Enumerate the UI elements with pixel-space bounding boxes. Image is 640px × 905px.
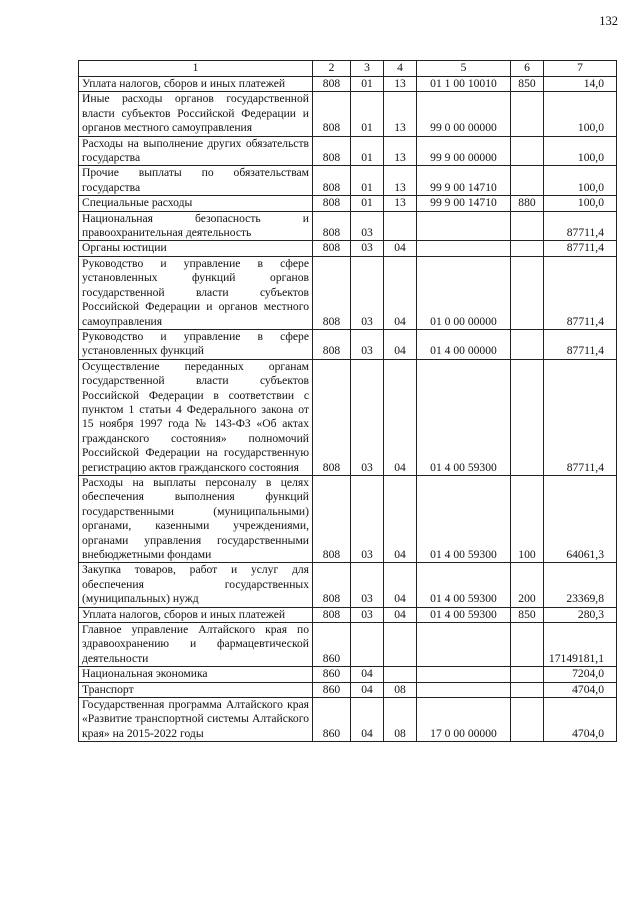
department-code-cell: 808 <box>313 196 351 211</box>
section-code-cell: 03 <box>351 256 384 329</box>
subsection-code-cell: 08 <box>384 682 417 697</box>
section-code-cell: 03 <box>351 475 384 562</box>
header-cell: 2 <box>313 61 351 77</box>
table-row <box>79 92 617 136</box>
target-item-code-cell: 01 1 00 10010 <box>417 77 511 92</box>
subsection-code-cell: 13 <box>384 136 417 166</box>
subsection-code-cell: 13 <box>384 92 417 136</box>
expense-type-code-cell <box>511 241 544 256</box>
expense-type-code-cell <box>511 166 544 196</box>
header-cell: 3 <box>351 61 384 77</box>
department-code-cell: 808 <box>313 211 351 241</box>
amount-cell: 7204,0 <box>544 667 617 682</box>
department-code-cell: 808 <box>313 475 351 562</box>
target-item-code-cell: 99 9 00 14710 <box>417 196 511 211</box>
expense-name-cell: Расходы на выполнение других обязательств государства <box>79 136 313 166</box>
section-code-cell: 03 <box>351 329 384 359</box>
department-code-cell: 808 <box>313 329 351 359</box>
expense-name-cell: Уплата налогов, сборов и иных платежей <box>79 607 313 622</box>
target-item-code-cell: 01 4 00 59300 <box>417 475 511 562</box>
amount-cell: 87711,4 <box>544 211 617 241</box>
expense-type-code-cell <box>511 698 544 742</box>
amount-cell: 87711,4 <box>544 241 617 256</box>
subsection-code-cell: 04 <box>384 607 417 622</box>
table-row <box>79 241 617 256</box>
section-code-cell: 03 <box>351 241 384 256</box>
section-code-cell: 03 <box>351 607 384 622</box>
target-item-code-cell: 01 4 00 59300 <box>417 359 511 475</box>
expense-name-cell: Главное управление Алтайского края по здравоохранению и фармацевтической деятельности <box>79 623 313 667</box>
department-code-cell: 860 <box>313 623 351 667</box>
header-cell: 6 <box>511 61 544 77</box>
expense-type-code-cell: 100 <box>511 475 544 562</box>
section-code-cell: 03 <box>351 211 384 241</box>
table-row <box>79 682 617 697</box>
amount-cell: 100,0 <box>544 92 617 136</box>
amount-cell: 64061,3 <box>544 475 617 562</box>
department-code-cell: 808 <box>313 256 351 329</box>
department-code-cell: 808 <box>313 166 351 196</box>
expense-name-cell: Транспорт <box>79 682 313 697</box>
table-row <box>79 166 617 196</box>
amount-cell: 4704,0 <box>544 698 617 742</box>
department-code-cell: 808 <box>313 359 351 475</box>
table-row <box>79 359 617 475</box>
department-code-cell: 808 <box>313 77 351 92</box>
department-code-cell: 860 <box>313 667 351 682</box>
target-item-code-cell: 99 9 00 14710 <box>417 166 511 196</box>
expense-type-code-cell <box>511 136 544 166</box>
table-row <box>79 77 617 92</box>
section-code-cell: 01 <box>351 77 384 92</box>
expense-type-code-cell <box>511 682 544 697</box>
expense-type-code-cell: 850 <box>511 607 544 622</box>
amount-cell: 100,0 <box>544 166 617 196</box>
department-code-cell: 860 <box>313 682 351 697</box>
target-item-code-cell: 01 0 00 00000 <box>417 256 511 329</box>
table-row <box>79 256 617 329</box>
expense-type-code-cell: 880 <box>511 196 544 211</box>
table-row <box>79 607 617 622</box>
section-code-cell: 04 <box>351 667 384 682</box>
amount-cell: 280,3 <box>544 607 617 622</box>
department-code-cell: 808 <box>313 136 351 166</box>
table-row <box>79 196 617 211</box>
table-row <box>79 475 617 562</box>
expense-name-cell: Уплата налогов, сборов и иных платежей <box>79 77 313 92</box>
target-item-code-cell: 01 4 00 00000 <box>417 329 511 359</box>
section-code-cell: 01 <box>351 136 384 166</box>
section-code-cell: 03 <box>351 359 384 475</box>
table-row <box>79 136 617 166</box>
amount-cell: 4704,0 <box>544 682 617 697</box>
expense-name-cell: Специальные расходы <box>79 196 313 211</box>
target-item-code-cell <box>417 667 511 682</box>
expense-name-cell: Органы юстиции <box>79 241 313 256</box>
expense-type-code-cell <box>511 211 544 241</box>
table-row <box>79 698 617 742</box>
department-code-cell: 808 <box>313 92 351 136</box>
amount-cell: 100,0 <box>544 196 617 211</box>
table-header-row <box>79 61 617 77</box>
department-code-cell: 808 <box>313 563 351 607</box>
subsection-code-cell: 04 <box>384 329 417 359</box>
amount-cell: 100,0 <box>544 136 617 166</box>
target-item-code-cell <box>417 623 511 667</box>
subsection-code-cell: 13 <box>384 77 417 92</box>
expense-type-code-cell <box>511 256 544 329</box>
department-code-cell: 808 <box>313 241 351 256</box>
expense-type-code-cell <box>511 329 544 359</box>
amount-cell: 17149181,1 <box>544 623 617 667</box>
section-code-cell: 03 <box>351 563 384 607</box>
table-row <box>79 211 617 241</box>
table-row <box>79 563 617 607</box>
subsection-code-cell: 13 <box>384 196 417 211</box>
amount-cell: 87711,4 <box>544 329 617 359</box>
expense-type-code-cell: 200 <box>511 563 544 607</box>
budget-table <box>78 60 617 742</box>
expense-type-code-cell <box>511 92 544 136</box>
header-cell: 4 <box>384 61 417 77</box>
target-item-code-cell: 17 0 00 00000 <box>417 698 511 742</box>
expense-type-code-cell <box>511 667 544 682</box>
subsection-code-cell: 04 <box>384 475 417 562</box>
expense-name-cell: Национальная экономика <box>79 667 313 682</box>
expense-type-code-cell <box>511 359 544 475</box>
subsection-code-cell: 13 <box>384 166 417 196</box>
subsection-code-cell: 04 <box>384 359 417 475</box>
expense-name-cell: Руководство и управление в сфере установленных функций <box>79 329 313 359</box>
target-item-code-cell: 99 0 00 00000 <box>417 92 511 136</box>
table-row <box>79 667 617 682</box>
section-code-cell: 04 <box>351 698 384 742</box>
department-code-cell: 860 <box>313 698 351 742</box>
expense-name-cell: Закупка товаров, работ и услуг для обеспечения государственных (муниципальных) нужд <box>79 563 313 607</box>
subsection-code-cell: 04 <box>384 256 417 329</box>
table-row <box>79 329 617 359</box>
amount-cell: 87711,4 <box>544 256 617 329</box>
target-item-code-cell: 01 4 00 59300 <box>417 563 511 607</box>
section-code-cell: 04 <box>351 682 384 697</box>
target-item-code-cell <box>417 682 511 697</box>
subsection-code-cell <box>384 211 417 241</box>
header-cell: 7 <box>544 61 617 77</box>
subsection-code-cell: 04 <box>384 563 417 607</box>
subsection-code-cell: 08 <box>384 698 417 742</box>
department-code-cell: 808 <box>313 607 351 622</box>
expense-name-cell: Расходы на выплаты персоналу в целях обеспечения выполнения функций государственными (муниципальными) органами, казенными учреждениями, органами управления государственными внебюджетными фондами <box>79 475 313 562</box>
subsection-code-cell <box>384 623 417 667</box>
subsection-code-cell: 04 <box>384 241 417 256</box>
section-code-cell: 01 <box>351 166 384 196</box>
amount-cell: 87711,4 <box>544 359 617 475</box>
amount-cell: 14,0 <box>544 77 617 92</box>
header-cell: 5 <box>417 61 511 77</box>
expense-name-cell: Государственная программа Алтайского края «Развитие транспортной системы Алтайского края» на 2015-2022 годы <box>79 698 313 742</box>
expense-type-code-cell <box>511 623 544 667</box>
expense-name-cell: Руководство и управление в сфере установленных функций органов государственной власти субъектов Российской Федерации и органов местного самоуправления <box>79 256 313 329</box>
section-code-cell: 01 <box>351 92 384 136</box>
expense-name-cell: Осуществление переданных органам государственной власти субъектов Российской Федерации в соответствии с пунктом 1 статьи 4 Федерального закона от 15 ноября 1997 года № 143-ФЗ «Об актах гражданского состояния» полномочий Российской Федерации на государственную регистрацию актов гражданского состояния <box>79 359 313 475</box>
section-code-cell: 01 <box>351 196 384 211</box>
table-row <box>79 623 617 667</box>
subsection-code-cell <box>384 667 417 682</box>
header-cell: 1 <box>79 61 313 77</box>
section-code-cell <box>351 623 384 667</box>
expense-type-code-cell: 850 <box>511 77 544 92</box>
target-item-code-cell: 99 9 00 00000 <box>417 136 511 166</box>
amount-cell: 23369,8 <box>544 563 617 607</box>
page-number: 132 <box>599 14 618 28</box>
target-item-code-cell <box>417 241 511 256</box>
target-item-code-cell: 01 4 00 59300 <box>417 607 511 622</box>
expense-name-cell: Национальная безопасность и правоохранительная деятельность <box>79 211 313 241</box>
expense-name-cell: Иные расходы органов государственной власти субъектов Российской Федерации и органов местного самоуправления <box>79 92 313 136</box>
target-item-code-cell <box>417 211 511 241</box>
expense-name-cell: Прочие выплаты по обязательствам государства <box>79 166 313 196</box>
